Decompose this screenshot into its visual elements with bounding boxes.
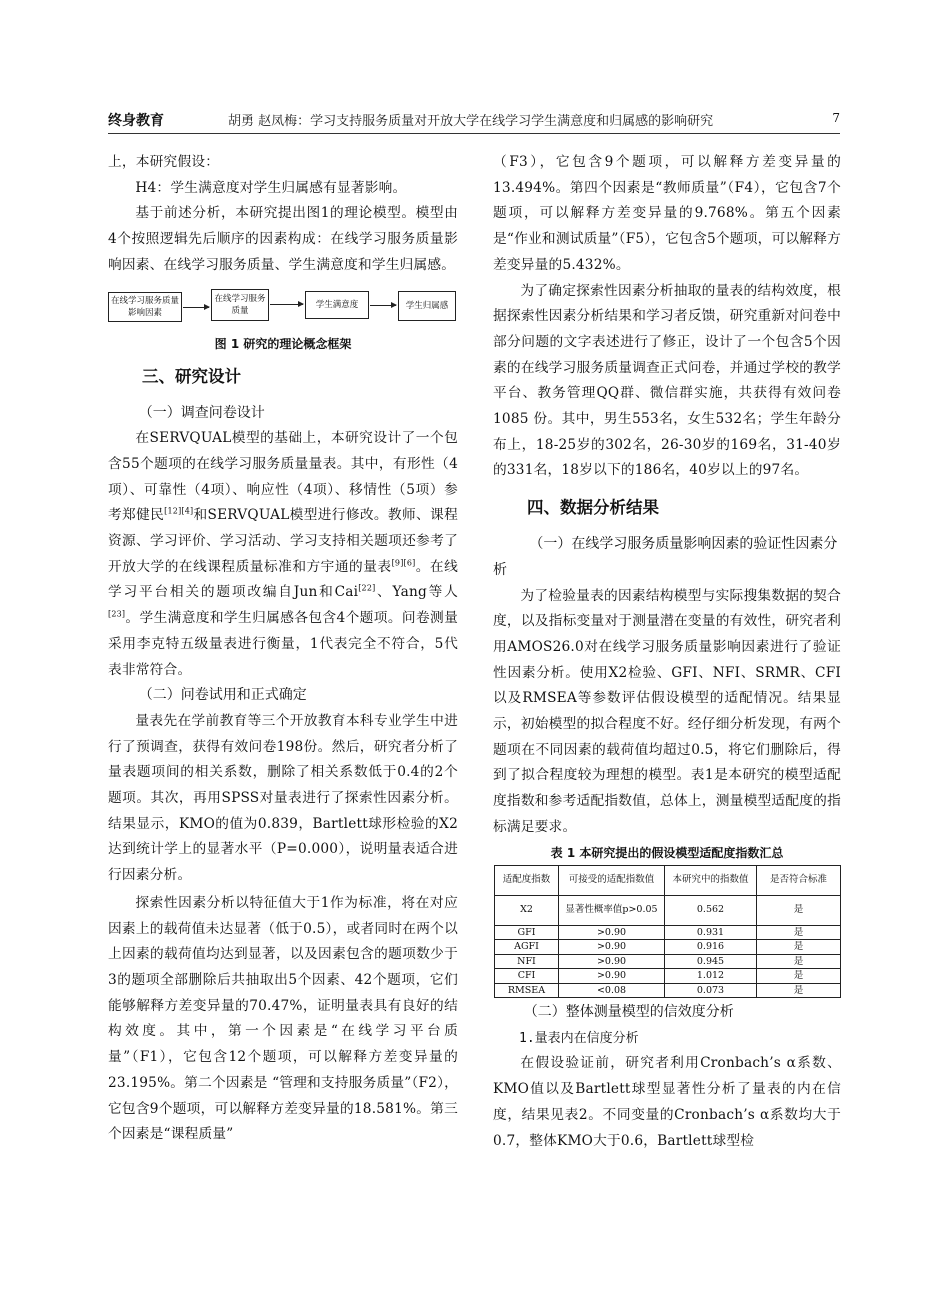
- table-cell: >0.90: [559, 954, 665, 969]
- table-cell: 是: [757, 983, 841, 998]
- table-cell: AGFI: [495, 940, 559, 955]
- table-cell: 是: [757, 954, 841, 969]
- table-cell: >0.90: [559, 940, 665, 955]
- table-cell: NFI: [495, 954, 559, 969]
- table-cell: >0.90: [559, 969, 665, 984]
- hypothesis-h4: H4：学生满意度对学生归属感有显著影响。: [135, 179, 407, 196]
- figure-box: 学生归属感: [398, 291, 456, 321]
- table-cell: 0.073: [665, 983, 757, 998]
- figure-caption: 图 1 研究的理论概念框架: [214, 336, 352, 351]
- arrow-icon: [270, 304, 303, 305]
- subsection-heading: （一）调查问卷设计: [138, 404, 265, 421]
- table-cell: 是: [757, 925, 841, 940]
- page-number: 7: [832, 111, 840, 125]
- paragraph: 为了确定探索性因素分析抽取的量表的结构效度，根据探索性因素分析结果和学习者反馈，研究重新对问卷中部分问题的文字表述进行了修正，设计了一个包含5个因素的在线学习服务质量调查正式问卷，并通过学校的教学平台、教务管理QQ群、微信群实施，共获得有效问卷 1085 份。其中，男生553名，女生532名；学生年龄分布上，18-25岁的302名，26-30岁的169名，31-40岁的331名，18岁以下的186名，40岁以上的97名。: [493, 282, 841, 479]
- fit-index-table: [494, 865, 841, 999]
- figure-1: [108, 285, 458, 331]
- table-cell: 0.916: [665, 940, 757, 955]
- table-cell: 0.945: [665, 954, 757, 969]
- paragraph: 上，本研究假设：: [108, 154, 220, 170]
- table-cell: 显著性概率值p>0.05: [559, 895, 665, 925]
- page-header: [108, 108, 840, 134]
- figure-box: 在线学习服务质量: [211, 289, 269, 321]
- table-row: [495, 940, 841, 955]
- figure-box: 在线学习服务质量影响因素: [108, 292, 182, 322]
- table-cell: RMSEA: [495, 983, 559, 998]
- citation: [12][4]: [164, 506, 194, 516]
- table-cell: CFI: [495, 969, 559, 984]
- column-header: 可接受的适配指数值: [559, 865, 665, 895]
- arrow-icon: [370, 305, 396, 306]
- table-row: [495, 925, 841, 940]
- table-cell: GFI: [495, 925, 559, 940]
- subsection-heading: （二）问卷试用和正式确定: [138, 687, 307, 704]
- table-cell: X2: [495, 895, 559, 925]
- paragraph: 基于前述分析，本研究提出图1的理论模型。模型由4个按照逻辑先后顺序的因素构成：在线学习服务质量影响因素、在线学习服务质量、学生满意度和学生归属感。: [108, 205, 458, 273]
- paragraph: 量表先在学前教育等三个开放教育本科专业学生中进行了预调查，获得有效问卷198份。然后，研究者分析了量表题项间的相关系数，删除了相关系数低于0.4的2个题项。其次，再用SPSS对量表进行了探索性因素分析。结果显示，KMO的值为0.839，Bartlett球形检验的X2达到统计学上的显著水平（P=0.000），说明量表适合进行因素分析。: [108, 712, 458, 884]
- table-header-row: [495, 865, 841, 895]
- citation: [22]: [358, 583, 376, 593]
- citation: [23]: [108, 609, 126, 619]
- section-heading: 四、数据分析结果: [527, 498, 659, 518]
- figure-box: 学生满意度: [305, 291, 369, 319]
- section-heading: 三、研究设计: [142, 366, 241, 386]
- paragraph: 探索性因素分析以特征值大于1作为标准，将在对应因素上的载荷值未达显著（低于0.5），或者同时在两个以上因素的载荷值均达到显著，以及因素包含的题项数少于3的题项全部删除后共抽取出5个因素、42个题项，它们能够解释方差变异量的70.47%，证明量表具有良好的结构效度。其中，第一个因素是“在线学习平台质量”（F1），它包含12个题项，可以解释方差变异量的23.195%。第二个因素是 “管理和支持服务质量”（F2），它包含9个题项，可以解释方差变异量的18.581%。第三个因素是“课程质量”: [108, 894, 459, 1143]
- running-title: 胡勇 赵凤梅：学习支持服务质量对开放大学在线学习学生满意度和归属感的影响研究: [228, 114, 714, 129]
- paragraph: 在假设验证前，研究者利用Cronbach’s α系数、KMO值以及Bartlett球型显著性分析了量表的内在信度，结果见表2。不同变量的Cronbach’s α系数均大于0.7，整体KMO大于0.6，Bartlett球型检: [493, 1055, 841, 1149]
- table-cell: <0.08: [559, 983, 665, 998]
- citation: [9][6]: [391, 558, 416, 568]
- paragraph: （F3），它包含9个题项，可以解释方差变异量的13.494%。第四个因素是“教师质量”（F4），它包含7个题项，可以解释方差变异量的9.768%。第五个因素是“作业和测试质量”（F5），它包含5个题项，可以解释方差变异量的5.432%。: [493, 154, 841, 273]
- subsection-heading: （一）在线学习服务质量影响因素的验证性因素分析: [493, 536, 838, 578]
- table-row: [495, 969, 841, 984]
- table-row: [495, 954, 841, 969]
- column-header: 是否符合标准: [757, 865, 841, 895]
- right-column: [493, 150, 841, 1154]
- journal-name: 终身教育: [108, 113, 164, 129]
- table-cell: >0.90: [559, 925, 665, 940]
- table-row: [495, 983, 841, 998]
- column-header: 适配度指数: [495, 865, 559, 895]
- arrow-icon: [183, 307, 209, 308]
- table-cell: 是: [757, 940, 841, 955]
- column-header: 本研究中的指数值: [665, 865, 757, 895]
- left-column: [108, 150, 458, 1148]
- table-cell: 1.012: [665, 969, 757, 984]
- table-cell: 0.562: [665, 895, 757, 925]
- table-caption: 表 1 本研究提出的假设模型适配度指数汇总: [550, 845, 784, 860]
- table-row: [495, 895, 841, 925]
- sub-subsection-heading: 1.量表内在信度分析: [519, 1030, 639, 1046]
- paragraph: 为了检验量表的因素结构模型与实际搜集数据的契合度，以及指标变量对于测量潜在变量的有效性，研究者利用AMOS26.0对在线学习服务质量影响因素进行了验证性因素分析。使用X2检验、GFI、NFI、SRMR、CFI以及RMSEA等参数评估假设模型的适配情况。结果显示，初始模型的拟合程度不好。经仔细分析发现，有两个题项在不同因素的载荷值均超过0.5，将它们删除后，得到了拟合程度较为理想的模型。表1是本研究的模型适配度指数和参考适配指数值，总体上，测量模型适配度的指标满足要求。: [493, 587, 841, 835]
- subsection-heading: （二）整体测量模型的信效度分析: [523, 1004, 734, 1021]
- table-cell: 是: [757, 895, 841, 925]
- table-cell: 是: [757, 969, 841, 984]
- table-cell: 0.931: [665, 925, 757, 940]
- paragraph: 在SERVQUAL模型的基础上，本研究设计了一个包含55个题项的在线学习服务质量量表。其中，有形性（4项）、可靠性（4项）、响应性（4项）、移情性（5项）参考郑健民[12][4]和SERVQUAL模型进行修改。教师、课程资源、学习评价、学习活动、学习支持相关题项还参考了开放大学的在线课程质量标准和方宇通的量表[9][6]。在线学习平台相关的题项改编自Jun和Cai[22]、Yang等人[23]。学生满意度和学生归属感各包含4个题项。问卷测量采用李克特五级量表进行衡量，1代表完全不符合，5代表非常符合。: [108, 430, 458, 678]
